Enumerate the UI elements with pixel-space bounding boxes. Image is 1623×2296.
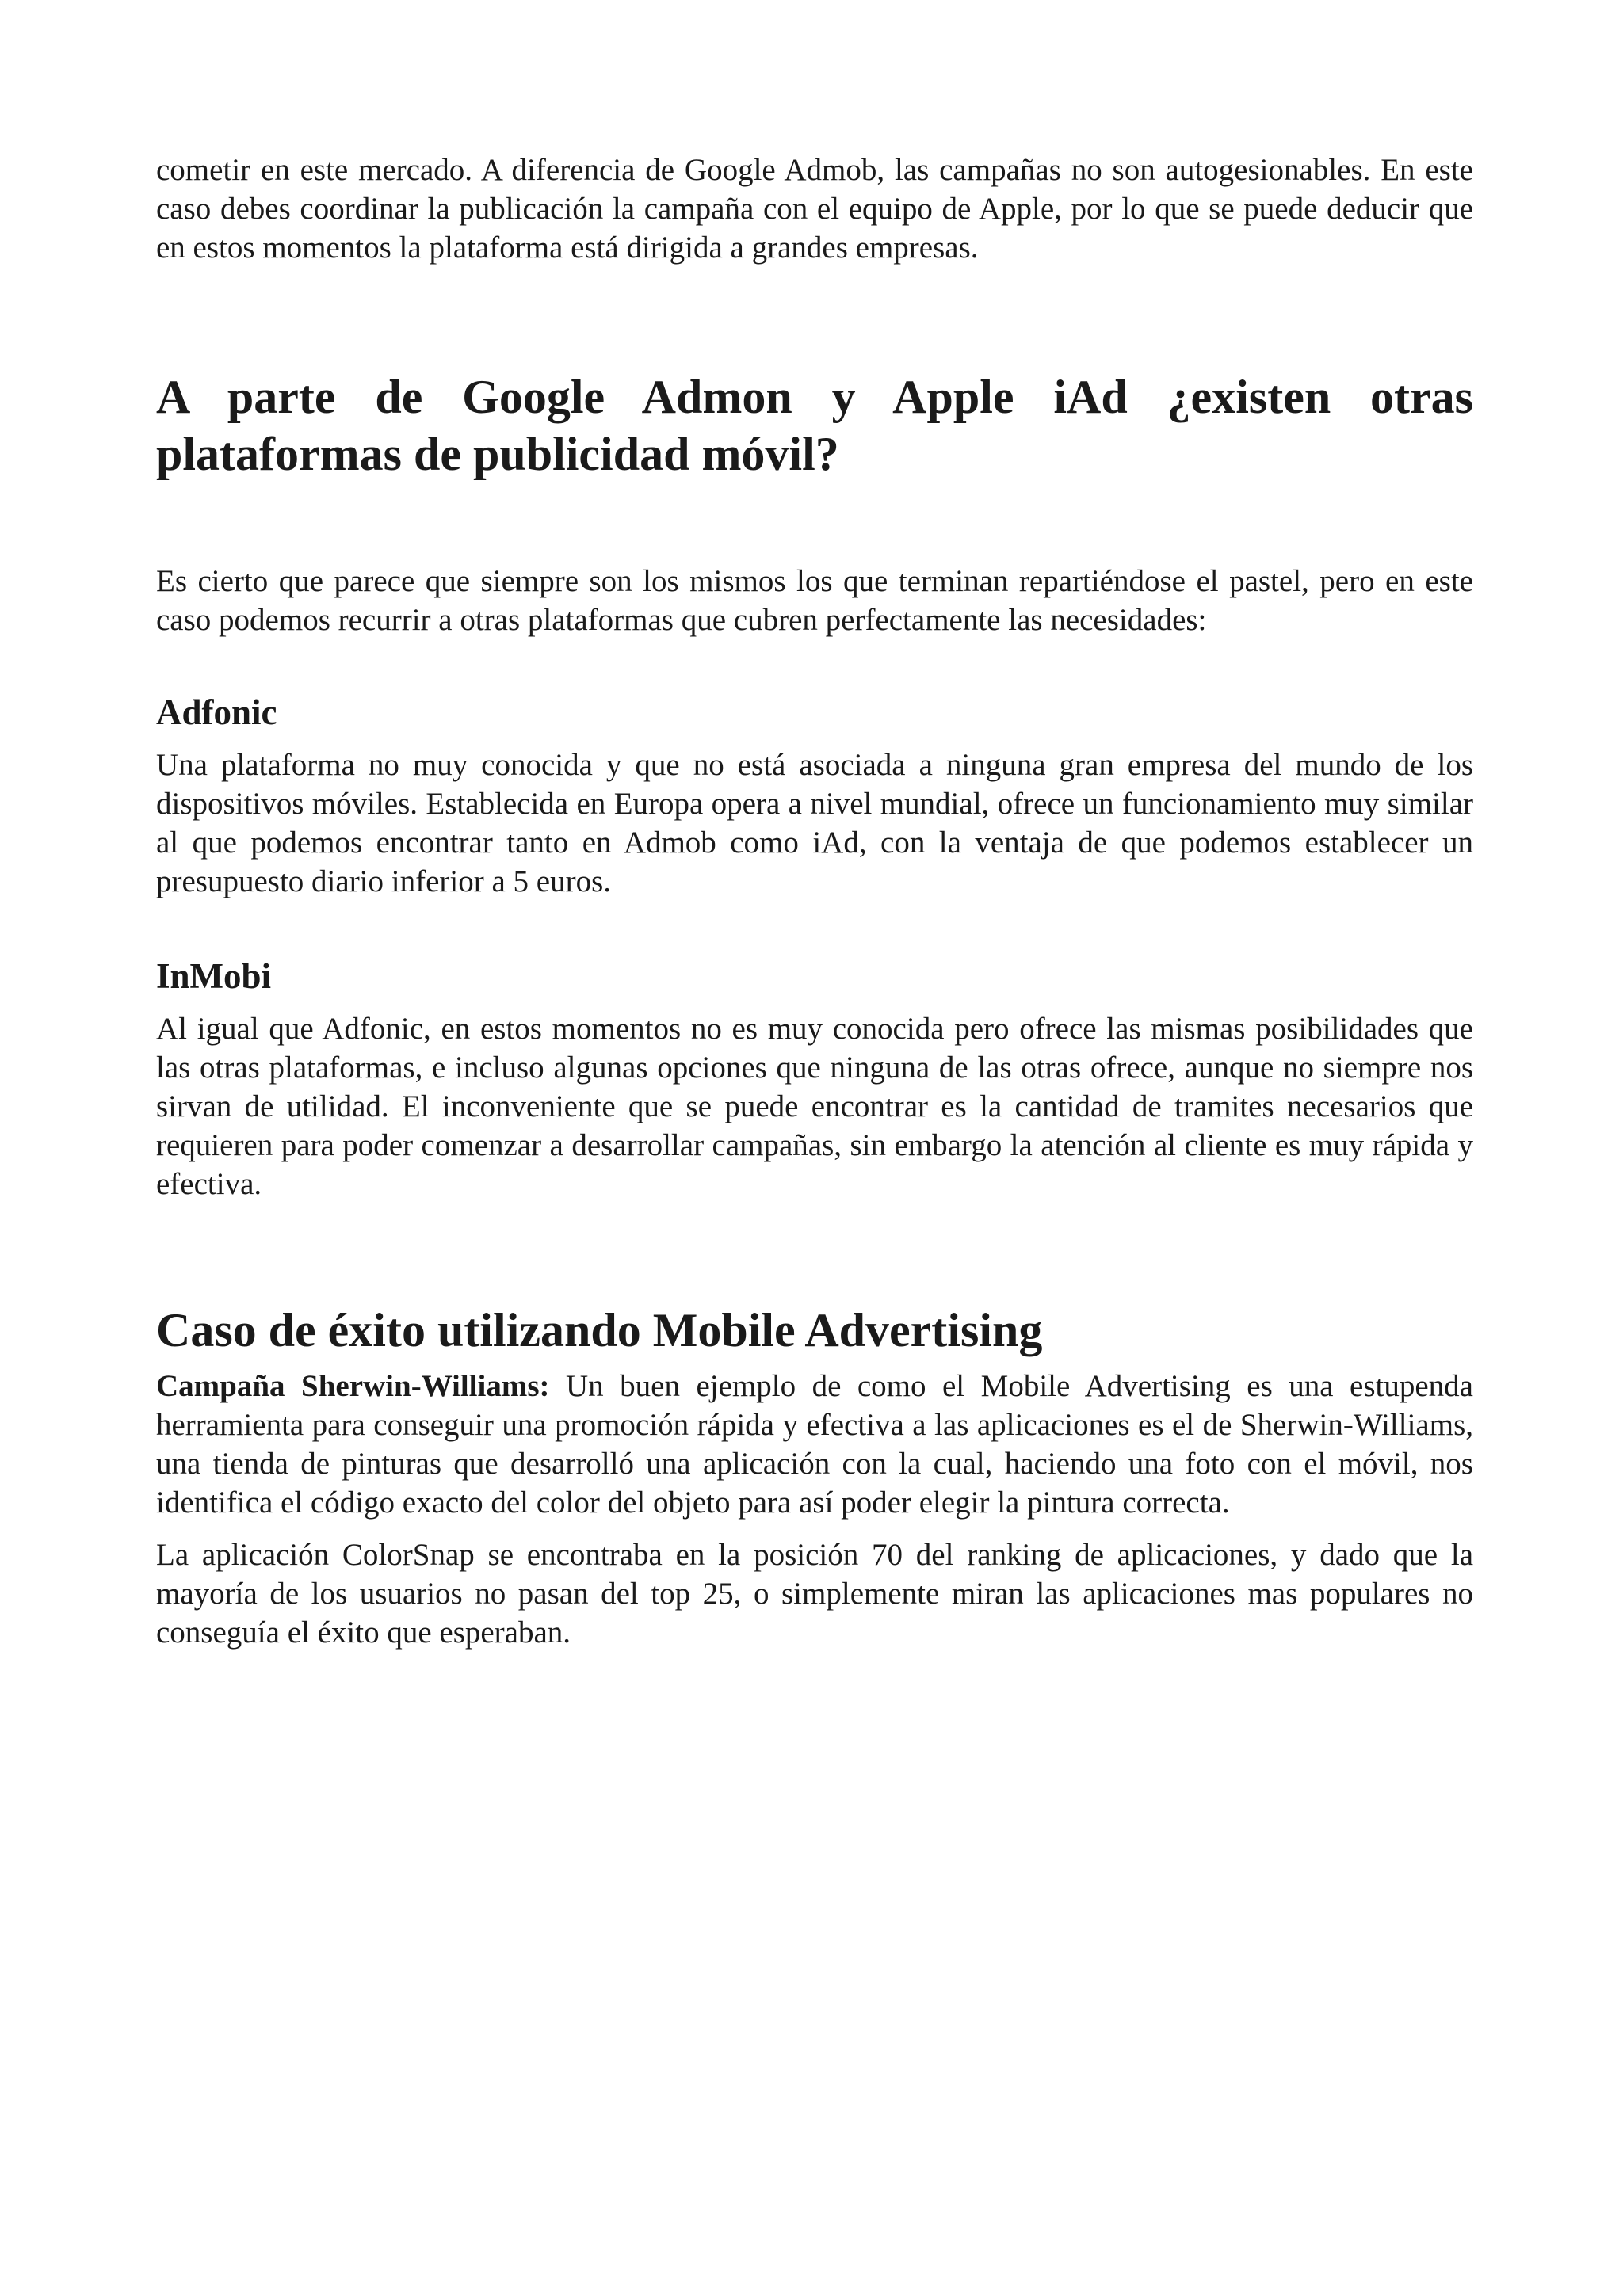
adfonic-paragraph: Una plataforma no muy conocida y que no está asociada a ninguna gran empresa del mundo de los dispositivos móviles. Establecida en Europa opera a nivel mundial, ofrece un funcionamiento muy similar al que podemos encontrar tanto en Admob como iAd, con la ventaja de que podemos establecer un presupuesto diario inferior a 5 euros. xyxy=(156,748,1473,898)
platforms-intro-paragraph: Es cierto que parece que siempre son los mismos los que terminan repartiéndose el pastel, pero en este caso podemos recurrir a otras plataformas que cubren perfectamente las necesidades: xyxy=(156,564,1473,637)
inmobi-paragraph: Al igual que Adfonic, en estos momentos no es muy conocida pero ofrece las mismas posibilidades que las otras plataformas, e incluso algunas opciones que ninguna de las otras ofrece, aunque no siempre nos sirvan de utilidad. El inconveniente que se puede encontrar es la cantidad de tramites necesarios que requieren para poder comenzar a desarrollar campañas, sin embargo la atención al cliente es muy rápida y efectiva. xyxy=(156,1012,1473,1201)
document-page xyxy=(156,151,1473,1652)
sherwin-williams-text: Un buen ejemplo de como el Mobile Advertising es una estupenda herramienta para conseguir una promoción rápida y efectiva a las aplicaciones es el de Sherwin-Williams, una tienda de pinturas que desarrolló una aplicación con la cual, haciendo una foto con el móvil, nos identifica el código exacto del color del objeto para así poder elegir la pintura correcta. xyxy=(156,1369,1473,1520)
sherwin-williams-label: Campaña Sherwin-Williams: xyxy=(156,1369,550,1403)
heading-inmobi: InMobi xyxy=(156,956,272,996)
heading-success-case: Caso de éxito utilizando Mobile Advertising xyxy=(156,1304,1043,1356)
heading-adfonic: Adfonic xyxy=(156,692,277,732)
colorsnap-paragraph: La aplicación ColorSnap se encontraba en la posición 70 del ranking de aplicaciones, y dado que la mayoría de los usuarios no pasan del top 25, o simplemente miran las aplicaciones mas populares no conseguía el éxito que esperaban. xyxy=(156,1538,1473,1650)
intro-paragraph: cometir en este mercado. A diferencia de Google Admob, las campañas no son autogesionables. En este caso debes coordinar la publicación la campaña con el equipo de Apple, por lo que se puede deducir que en estos momentos la plataforma está dirigida a grandes empresas. xyxy=(156,153,1473,265)
heading-other-platforms: A parte de Google Admon y Apple iAd ¿existen otras plataformas de publicidad móvil? xyxy=(156,371,1473,480)
sherwin-williams-paragraph xyxy=(156,1367,1473,1522)
